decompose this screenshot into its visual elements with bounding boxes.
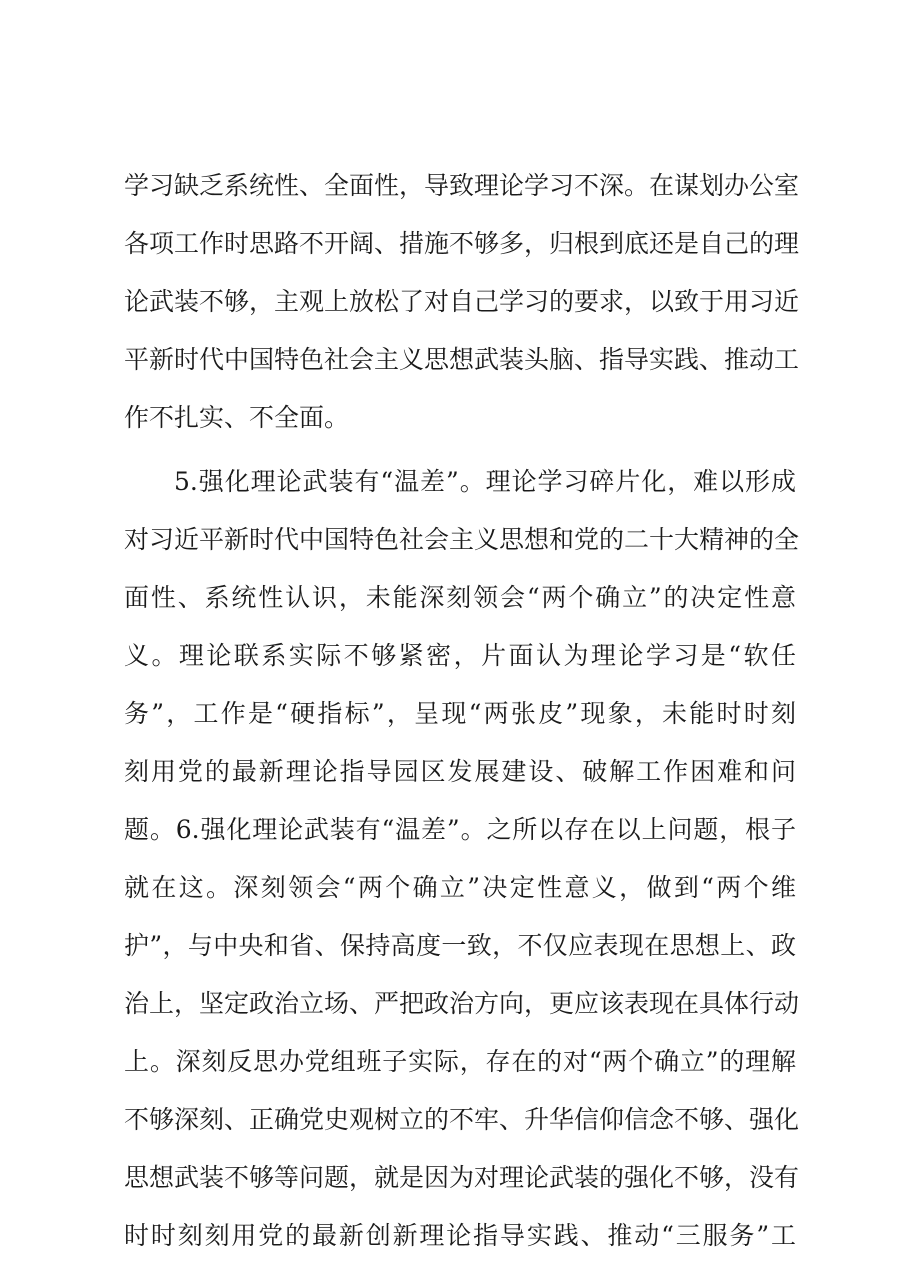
- paragraph-line-18: 思想武装不够等问题，就是因为对理论武装的强化不够，没有: [124, 1163, 800, 1192]
- paragraph-line-7: 对习近平新时代中国特色社会主义思想和党的二十大精神的全: [124, 525, 800, 554]
- paragraph-line-12: 题。6.强化理论武装有“温差”。之所以存在以上问题，根子: [124, 815, 796, 844]
- paragraph-line-4: 平新时代中国特色社会主义思想武装头脑、指导实践、推动工: [124, 345, 800, 374]
- paragraph-line-9: 义。理论联系实际不够紧密，片面认为理论学习是“软任: [124, 641, 796, 670]
- paragraph-line-6: 5.强化理论武装有“温差”。理论学习碎片化，难以形成: [174, 467, 796, 496]
- paragraph-line-8: 面性、系统性认识，未能深刻领会“两个确立”的决定性意: [124, 583, 796, 612]
- paragraph-line-10: 务”，工作是“硬指标”，呈现“两张皮”现象，未能时时刻: [124, 699, 796, 728]
- paragraph-line-16: 上。深刻反思办党组班子实际，存在的对“两个确立”的理解: [124, 1047, 796, 1076]
- paragraph-line-3: 论武装不够，主观上放松了对自己学习的要求，以致于用习近: [124, 287, 800, 316]
- paragraph-line-13: 就在这。深刻领会“两个确立”决定性意义，做到“两个维: [124, 873, 796, 902]
- paragraph-line-5: 作不扎实、不全面。: [124, 403, 350, 432]
- paragraph-line-2: 各项工作时思路不开阔、措施不够多，归根到底还是自己的理: [124, 229, 800, 258]
- paragraph-line-19: 时时刻刻用党的最新创新理论指导实践、推动“三服务”工: [124, 1221, 796, 1250]
- paragraph-line-15: 治上，坚定政治立场、严把政治方向，更应该表现在具体行动: [124, 989, 800, 1018]
- paragraph-line-14: 护”，与中央和省、保持高度一致，不仅应表现在思想上、政: [124, 931, 796, 960]
- paragraph-line-11: 刻用党的最新理论指导园区发展建设、破解工作困难和问: [124, 757, 796, 786]
- paragraph-line-1: 学习缺乏系统性、全面性，导致理论学习不深。在谋划办公室: [124, 171, 800, 200]
- paragraph-line-17: 不够深刻、正确党史观树立的不牢、升华信仰信念不够、强化: [124, 1105, 800, 1134]
